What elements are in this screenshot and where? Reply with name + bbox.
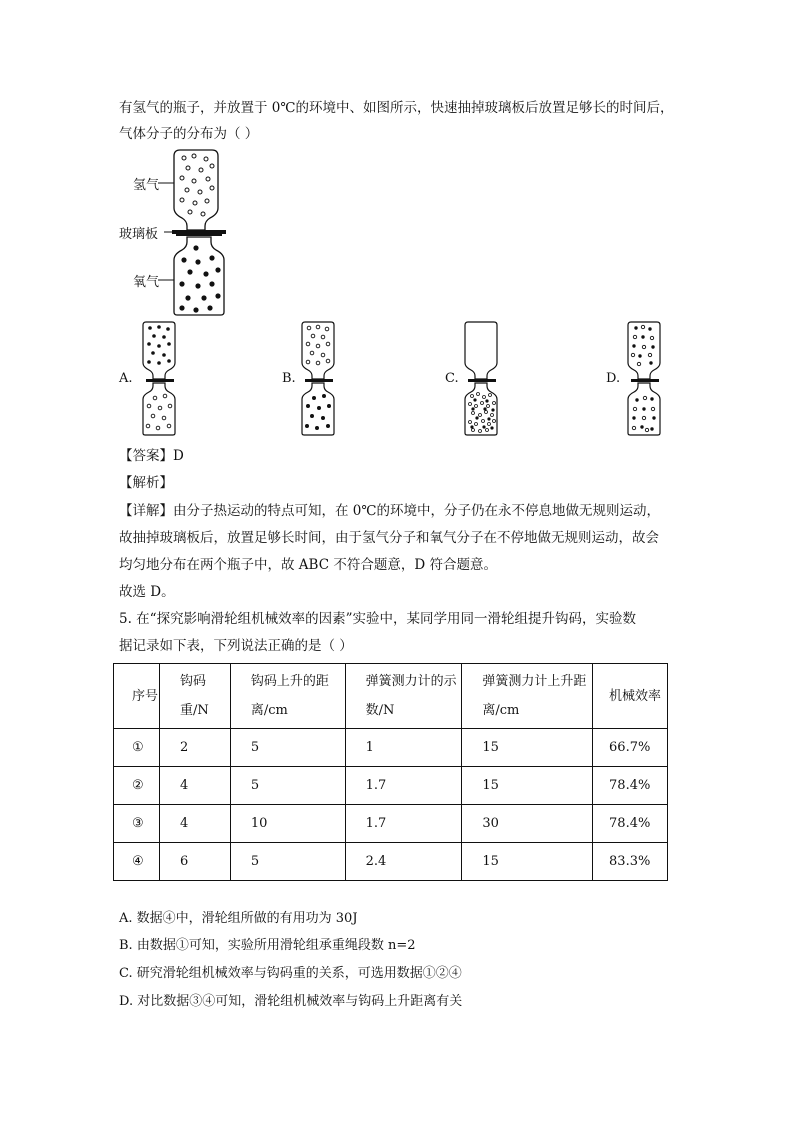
table-cell: 2 <box>159 729 230 767</box>
detail-tag: 【详解】 <box>119 503 173 519</box>
choice-d: D. 对比数据③④可知，滑轮组机械效率与钩码上升距离有关 <box>119 994 463 1009</box>
hydrogen-label: 氢气 <box>133 178 160 193</box>
option-d-label: D. <box>606 371 621 386</box>
choice-a: A. 数据④中，滑轮组所做的有用功为 30J <box>119 911 358 926</box>
q5-line-2: 据记录如下表，下列说法正确的是（ ） <box>119 638 353 654</box>
table-cell: 2.4 <box>345 843 462 881</box>
table-row <box>114 729 668 767</box>
table-cell: 78.4% <box>593 805 668 843</box>
q5-line-1: 5. 在“探究影响滑轮组机械效率的因素”实验中，某同学用同一滑轮组提升钩码，实验数 <box>119 611 636 627</box>
table-cell: ① <box>114 729 160 767</box>
option-b-figure <box>299 320 339 438</box>
table-cell: 15 <box>462 843 593 881</box>
table-cell: 66.7% <box>593 729 668 767</box>
option-c-figure <box>462 320 502 438</box>
answer-tag: 【答案】 <box>119 448 173 464</box>
intro-line-2: 气体分子的分布为（ ） <box>119 126 259 142</box>
table-row <box>114 767 668 805</box>
header-cell: 钩码重/N <box>159 664 230 729</box>
table-cell: ③ <box>114 805 160 843</box>
analysis-text-1: 由分子热运动的特点可知，在 0℃的环境中，分子仍在永不停息地做无规则运动， <box>173 503 660 519</box>
analysis-line-4: 故选 D。 <box>119 584 175 600</box>
table-cell: ② <box>114 767 160 805</box>
glass-plate-label: 玻璃板 <box>119 227 159 242</box>
header-cell: 钩码上升的距离/cm <box>230 664 345 729</box>
table-cell: 78.4% <box>593 767 668 805</box>
intro-line-1: 有氢气的瓶子，并放置于 0℃的环境中、如图所示，快速抽掉玻璃板后放置足够长的时间后， <box>119 100 674 116</box>
table-cell: 83.3% <box>593 843 668 881</box>
table-cell: 1 <box>345 729 462 767</box>
choice-c: C. 研究滑轮组机械效率与钩码重的关系，可选用数据①②④ <box>119 966 462 981</box>
header-cell: 机械效率 <box>593 664 668 729</box>
analysis-line-3: 均匀地分布在两个瓶子中，故 ABC 不符合题意，D 符合题意。 <box>119 557 497 573</box>
table-cell: 1.7 <box>345 767 462 805</box>
header-cell: 序号 <box>114 664 160 729</box>
data-table <box>113 663 668 881</box>
table-cell: 4 <box>159 767 230 805</box>
table-cell: 30 <box>462 805 593 843</box>
table-header-row <box>114 664 668 729</box>
answer-value: D <box>173 448 184 464</box>
table-row <box>114 843 668 881</box>
table-cell: ④ <box>114 843 160 881</box>
option-a-figure <box>140 320 180 438</box>
table-cell: 6 <box>159 843 230 881</box>
table-cell: 15 <box>462 767 593 805</box>
option-d-figure <box>625 320 665 438</box>
table-cell: 4 <box>159 805 230 843</box>
table-row <box>114 805 668 843</box>
table-cell: 5 <box>230 729 345 767</box>
choice-b: B. 由数据①可知，实验所用滑轮组承重绳段数 n=2 <box>119 938 416 953</box>
table-cell: 5 <box>230 767 345 805</box>
header-cell: 弹簧测力计的示数/N <box>345 664 462 729</box>
option-a-label: A. <box>119 371 133 386</box>
analysis-tag: 【解析】 <box>119 475 173 491</box>
analysis-line-1 <box>119 499 660 519</box>
table-cell: 1.7 <box>345 805 462 843</box>
option-b-label: B. <box>282 371 296 386</box>
option-c-label: C. <box>445 371 459 386</box>
table-cell: 15 <box>462 729 593 767</box>
header-cell: 弹簧测力计上升距离/cm <box>462 664 593 729</box>
table-cell: 5 <box>230 843 345 881</box>
analysis-line-2: 故抽掉玻璃板后，放置足够长时间，由于氢气分子和氧气分子在不停地做无规则运动，故会 <box>119 530 659 546</box>
answer-line <box>119 444 184 464</box>
table-cell: 10 <box>230 805 345 843</box>
oxygen-label: 氧气 <box>133 275 160 290</box>
